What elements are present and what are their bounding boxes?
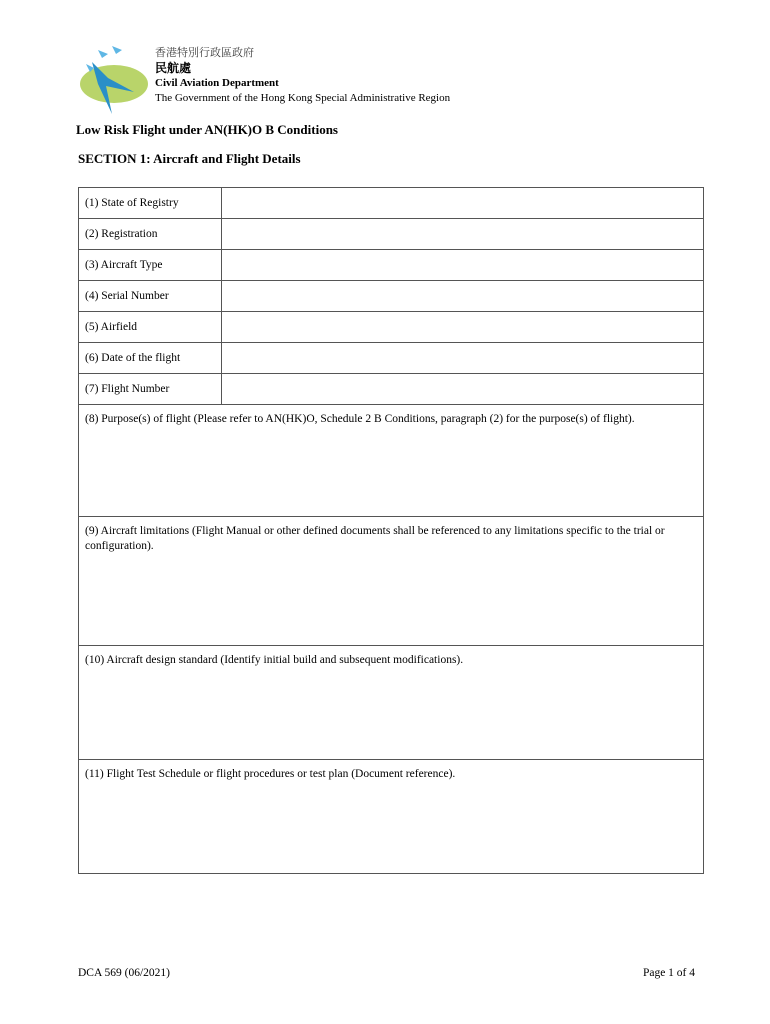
page-number: Page 1 of 4 (642, 967, 695, 979)
field-row-aircraft-type (79, 250, 704, 281)
large-field-label: (8) Purpose(s) of flight (Please refer to AN(HK)O, Schedule 2 B Conditions, paragraph (2) for the purpose(s) of flight). (85, 413, 635, 425)
field-value-cell[interactable] (222, 250, 704, 281)
field-label: (4) Serial Number (85, 290, 169, 303)
field-value-cell[interactable] (222, 219, 704, 250)
field-label-cell (79, 312, 222, 343)
large-field-label: (10) Aircraft design standard (Identify initial build and subsequent modifications). (85, 654, 464, 666)
cn-government-text: 香港特別行政區政府 (155, 47, 254, 59)
field-label-cell (79, 343, 222, 374)
cn-department-text: 民航處 (155, 61, 192, 75)
field-label-cell (79, 219, 222, 250)
field-label: (2) Registration (85, 228, 158, 241)
large-field-label: (9) Aircraft limitations (Flight Manual or other defined documents shall be referenced to any limitations specific to the trial or configuration). (85, 525, 665, 552)
section-title: SECTION 1: Aircraft and Flight Details (78, 151, 301, 166)
logo-bird-small-2 (112, 46, 122, 54)
field-value-cell[interactable] (222, 188, 704, 219)
form-number: DCA 569 (06/2021) (78, 967, 170, 979)
field-label: (3) Aircraft Type (85, 259, 163, 272)
field-value-cell[interactable] (222, 281, 704, 312)
field-row-airfield (79, 312, 704, 343)
field-label-cell (79, 188, 222, 219)
field-row-aircraft-limitations (79, 517, 704, 646)
field-label-cell (79, 374, 222, 405)
cad-logo (78, 44, 156, 124)
department-header (155, 46, 450, 106)
large-field-label: (11) Flight Test Schedule or flight procedures or test plan (Document reference). (85, 768, 456, 780)
field-row-flight-test-schedule (79, 760, 704, 874)
field-label: (7) Flight Number (85, 383, 170, 396)
en-government-text: The Government of the Hong Kong Special Administrative Region (155, 92, 451, 104)
field-label-cell (79, 250, 222, 281)
field-row-serial-number (79, 281, 704, 312)
large-field-cell[interactable] (79, 760, 704, 874)
field-label: (1) State of Registry (85, 197, 179, 210)
document-title: Low Risk Flight under AN(HK)O B Conditions (76, 122, 338, 137)
field-row-flight-number (79, 374, 704, 405)
aircraft-details-table (78, 187, 704, 874)
large-field-cell[interactable] (79, 517, 704, 646)
field-label-cell (79, 281, 222, 312)
field-value-cell[interactable] (222, 343, 704, 374)
field-row-design-standard (79, 646, 704, 760)
field-row-state-of-registry (79, 188, 704, 219)
field-label: (6) Date of the flight (85, 352, 181, 365)
logo-bird-small-1 (98, 50, 108, 58)
field-row-registration (79, 219, 704, 250)
field-label: (5) Airfield (85, 321, 138, 334)
en-department-text: Civil Aviation Department (155, 77, 279, 89)
large-field-cell[interactable] (79, 646, 704, 760)
field-value-cell[interactable] (222, 312, 704, 343)
field-value-cell[interactable] (222, 374, 704, 405)
large-field-cell[interactable] (79, 405, 704, 517)
field-row-purpose-of-flight (79, 405, 704, 517)
field-row-date-of-flight (79, 343, 704, 374)
